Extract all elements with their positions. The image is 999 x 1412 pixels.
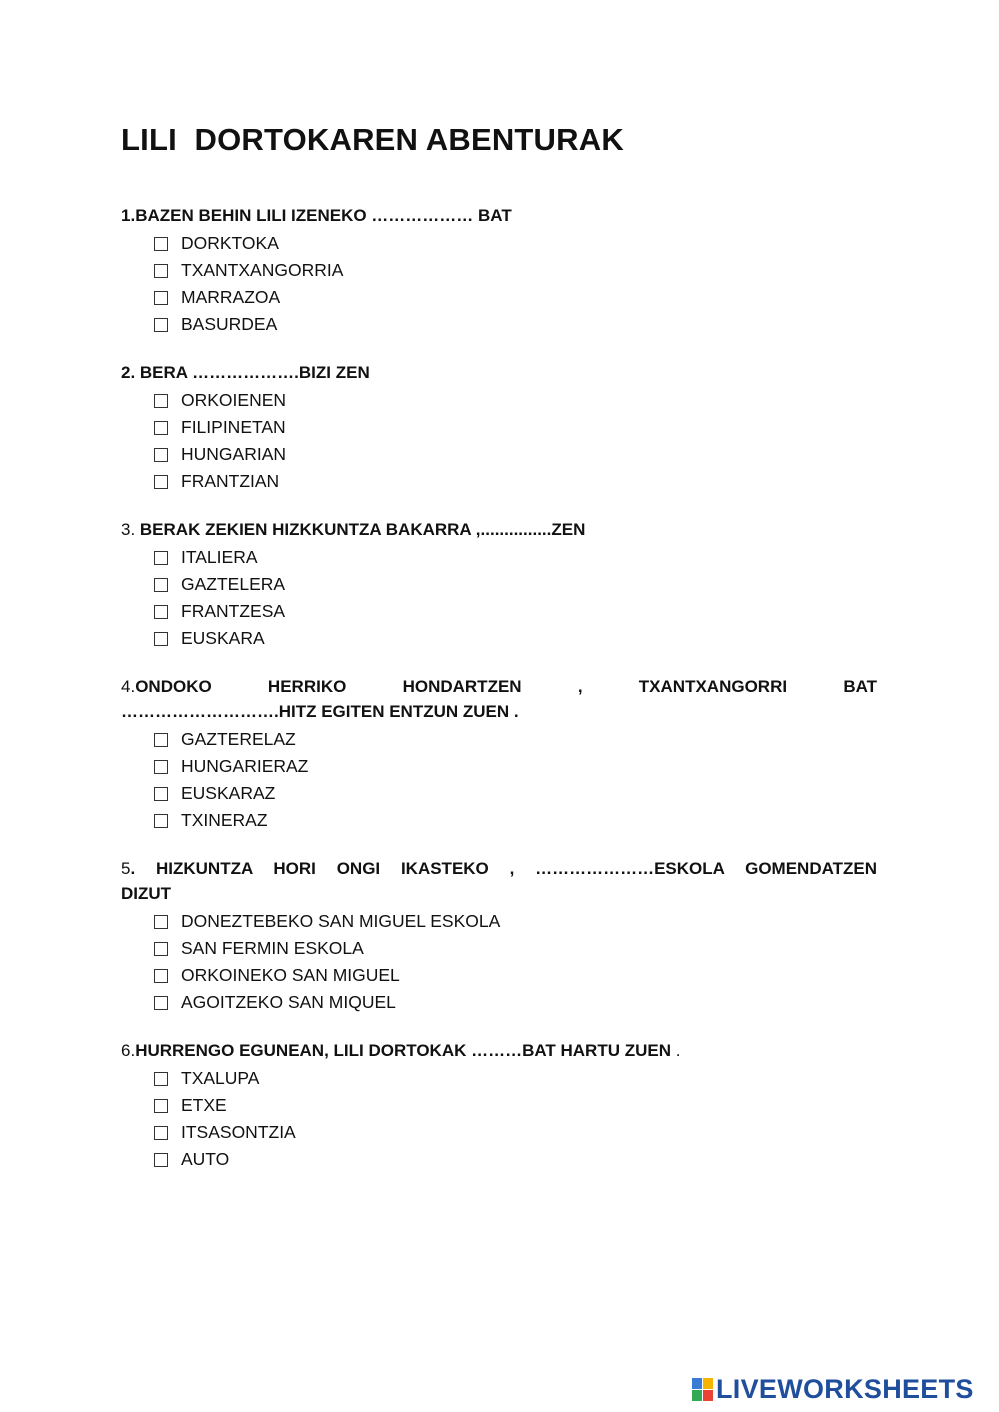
checkbox[interactable] <box>154 605 168 619</box>
question-4 <box>121 674 877 834</box>
option[interactable]: EUSKARAZ <box>154 780 877 807</box>
option[interactable]: AUTO <box>154 1146 877 1173</box>
checkbox[interactable] <box>154 1126 168 1140</box>
liveworksheets-logo-icon <box>692 1378 714 1402</box>
checkbox[interactable] <box>154 578 168 592</box>
question-3-options <box>121 544 877 652</box>
checkbox[interactable] <box>154 1072 168 1086</box>
option[interactable]: DONEZTEBEKO SAN MIGUEL ESKOLA <box>154 908 877 935</box>
checkbox[interactable] <box>154 760 168 774</box>
question-3 <box>121 517 877 652</box>
option[interactable]: ITSASONTZIA <box>154 1119 877 1146</box>
option[interactable]: TXANTXANGORRIA <box>154 257 877 284</box>
question-1-options <box>121 230 877 338</box>
option[interactable]: FRANTZIAN <box>154 468 877 495</box>
option[interactable]: SAN FERMIN ESKOLA <box>154 935 877 962</box>
option[interactable]: HUNGARIERAZ <box>154 753 877 780</box>
option[interactable]: BASURDEA <box>154 311 877 338</box>
checkbox[interactable] <box>154 915 168 929</box>
checkbox[interactable] <box>154 787 168 801</box>
question-6-text: 6.HURRENGO EGUNEAN, LILI DORTOKAK ………BAT HARTU ZUEN . <box>121 1041 681 1060</box>
worksheet-title: LILI DORTOKAREN ABENTURAK <box>121 122 624 157</box>
checkbox[interactable] <box>154 814 168 828</box>
question-5-text: 5. HIZKUNTZA HORI ONGI IKASTEKO , …………………ESKOLA GOMENDATZEN DIZUT <box>121 859 877 903</box>
option[interactable]: AGOITZEKO SAN MIQUEL <box>154 989 877 1016</box>
option[interactable]: HUNGARIAN <box>154 441 877 468</box>
question-4-options <box>121 726 877 834</box>
checkbox[interactable] <box>154 969 168 983</box>
checkbox[interactable] <box>154 448 168 462</box>
question-2-options <box>121 387 877 495</box>
checkbox[interactable] <box>154 237 168 251</box>
checkbox[interactable] <box>154 1099 168 1113</box>
liveworksheets-brand: LIVEWORKSHEETS <box>716 1374 974 1404</box>
checkbox[interactable] <box>154 1153 168 1167</box>
question-5-options <box>121 908 877 1016</box>
checkbox[interactable] <box>154 264 168 278</box>
checkbox[interactable] <box>154 632 168 646</box>
option[interactable]: ORKOIENEN <box>154 387 877 414</box>
question-6 <box>121 1038 877 1173</box>
question-1 <box>121 203 877 338</box>
checkbox[interactable] <box>154 942 168 956</box>
option[interactable]: MARRAZOA <box>154 284 877 311</box>
question-6-options <box>121 1065 877 1173</box>
liveworksheets-footer <box>692 1374 974 1405</box>
checkbox[interactable] <box>154 291 168 305</box>
option[interactable]: ORKOINEKO SAN MIGUEL <box>154 962 877 989</box>
question-1-text: 1.BAZEN BEHIN LILI IZENEKO ……………… BAT <box>121 206 512 225</box>
option[interactable]: FILIPINETAN <box>154 414 877 441</box>
checkbox[interactable] <box>154 733 168 747</box>
option[interactable]: TXALUPA <box>154 1065 877 1092</box>
option[interactable]: ITALIERA <box>154 544 877 571</box>
checkbox[interactable] <box>154 551 168 565</box>
checkbox[interactable] <box>154 996 168 1010</box>
option[interactable]: DORKTOKA <box>154 230 877 257</box>
option[interactable]: TXINERAZ <box>154 807 877 834</box>
option[interactable]: FRANTZESA <box>154 598 877 625</box>
question-2-text: 2. BERA ……………….BIZI ZEN <box>121 363 370 382</box>
option[interactable]: GAZTELERA <box>154 571 877 598</box>
question-2 <box>121 360 877 495</box>
question-5 <box>121 856 877 1016</box>
question-3-text: 3. BERAK ZEKIEN HIZKKUNTZA BAKARRA ,...............ZEN <box>121 520 586 539</box>
option[interactable]: EUSKARA <box>154 625 877 652</box>
checkbox[interactable] <box>154 394 168 408</box>
option[interactable]: ETXE <box>154 1092 877 1119</box>
checkbox[interactable] <box>154 318 168 332</box>
checkbox[interactable] <box>154 421 168 435</box>
option[interactable]: GAZTERELAZ <box>154 726 877 753</box>
question-4-text: 4.ONDOKO HERRIKO HONDARTZEN , TXANTXANGORRI BAT ……………………….HITZ EGITEN ENTZUN ZUEN . <box>121 677 877 721</box>
checkbox[interactable] <box>154 475 168 489</box>
